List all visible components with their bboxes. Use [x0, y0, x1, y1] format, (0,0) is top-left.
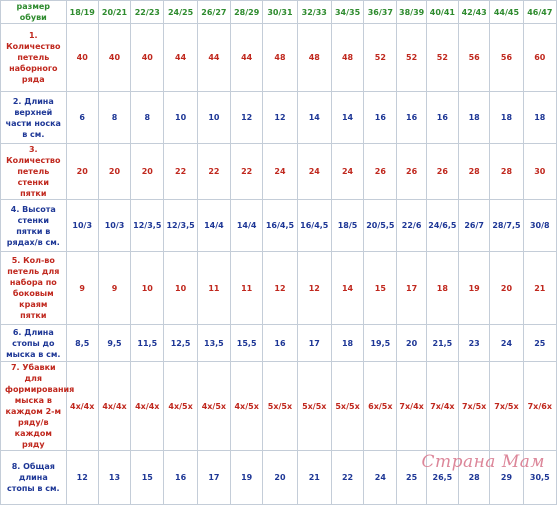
size-header-cell: 42/43: [459, 1, 490, 24]
value-cell: 14: [331, 252, 363, 325]
value-cell: 22: [197, 144, 230, 200]
value-cell: 22/6: [397, 200, 426, 252]
row-label: 6. Длина стопы до мыска в см.: [1, 325, 67, 362]
size-header-cell: 22/23: [131, 1, 164, 24]
row-label: 4. Высота стенки пятки в рядах/в см.: [1, 200, 67, 252]
value-cell: 4х/5х: [197, 362, 230, 451]
table-body: [1, 1, 557, 505]
row-label: 8. Общая длина стопы в см.: [1, 451, 67, 505]
value-cell: 48: [331, 24, 363, 92]
table-row: [1, 325, 557, 362]
header-row: [1, 1, 557, 24]
value-cell: 40: [66, 24, 98, 92]
value-cell: 44: [164, 24, 197, 92]
value-cell: 24: [263, 144, 297, 200]
value-cell: 40: [131, 24, 164, 92]
value-cell: 10/3: [98, 200, 130, 252]
value-cell: 21: [523, 252, 556, 325]
value-cell: 5х/5х: [263, 362, 297, 451]
value-cell: 26: [364, 144, 397, 200]
value-cell: 16/4,5: [297, 200, 331, 252]
row-label: 3. Количество петель стенки пятки: [1, 144, 67, 200]
table-row: [1, 252, 557, 325]
row-label: 1. Количество петель наборного ряда: [1, 24, 67, 92]
value-cell: 8,5: [66, 325, 98, 362]
value-cell: 52: [426, 24, 458, 92]
value-cell: 10/3: [66, 200, 98, 252]
value-cell: 44: [231, 24, 263, 92]
value-cell: 12: [263, 92, 297, 144]
value-cell: 20: [66, 144, 98, 200]
value-cell: 21,5: [426, 325, 458, 362]
value-cell: 18: [490, 92, 523, 144]
value-cell: 48: [263, 24, 297, 92]
value-cell: 7х/5х: [490, 362, 523, 451]
value-cell: 56: [459, 24, 490, 92]
value-cell: 4х/4х: [131, 362, 164, 451]
value-cell: 6х/5х: [364, 362, 397, 451]
value-cell: 10: [164, 252, 197, 325]
value-cell: 19: [231, 451, 263, 505]
value-cell: 19: [459, 252, 490, 325]
value-cell: 18: [459, 92, 490, 144]
value-cell: 4х/5х: [231, 362, 263, 451]
table-row: [1, 92, 557, 144]
table-row: [1, 24, 557, 92]
value-cell: 5х/5х: [297, 362, 331, 451]
value-cell: 26: [397, 144, 426, 200]
size-header-cell: 26/27: [197, 1, 230, 24]
value-cell: 12: [66, 451, 98, 505]
value-cell: 30: [523, 144, 556, 200]
table-row: [1, 144, 557, 200]
value-cell: 28: [459, 144, 490, 200]
value-cell: 12: [297, 252, 331, 325]
value-cell: 60: [523, 24, 556, 92]
value-cell: 14: [297, 92, 331, 144]
value-cell: 16/4,5: [263, 200, 297, 252]
value-cell: 9: [98, 252, 130, 325]
value-cell: 18: [331, 325, 363, 362]
value-cell: 26/7: [459, 200, 490, 252]
value-cell: 28: [459, 451, 490, 505]
value-cell: 18: [523, 92, 556, 144]
value-cell: 25: [397, 451, 426, 505]
value-cell: 4х/5х: [164, 362, 197, 451]
row-label: 7. Убавки для формирования мыска в каждом 2-м ряду/в каждом ряду: [1, 362, 67, 451]
value-cell: 12: [231, 92, 263, 144]
value-cell: 7х/5х: [459, 362, 490, 451]
value-cell: 13,5: [197, 325, 230, 362]
value-cell: 8: [131, 92, 164, 144]
value-cell: 10: [197, 92, 230, 144]
value-cell: 17: [297, 325, 331, 362]
size-header-cell: 28/29: [231, 1, 263, 24]
value-cell: 24: [331, 144, 363, 200]
value-cell: 14: [331, 92, 363, 144]
value-cell: 40: [98, 24, 130, 92]
size-header-cell: 40/41: [426, 1, 458, 24]
size-header-cell: 34/35: [331, 1, 363, 24]
value-cell: 23: [459, 325, 490, 362]
value-cell: 9: [66, 252, 98, 325]
value-cell: 44: [197, 24, 230, 92]
value-cell: 16: [397, 92, 426, 144]
value-cell: 12,5: [164, 325, 197, 362]
value-cell: 6: [66, 92, 98, 144]
value-cell: 22: [164, 144, 197, 200]
value-cell: 13: [98, 451, 130, 505]
value-cell: 10: [131, 252, 164, 325]
value-cell: 48: [297, 24, 331, 92]
value-cell: 4х/4х: [98, 362, 130, 451]
size-header-cell: 46/47: [523, 1, 556, 24]
value-cell: 8: [98, 92, 130, 144]
value-cell: 22: [331, 451, 363, 505]
size-header-cell: 32/33: [297, 1, 331, 24]
value-cell: 52: [364, 24, 397, 92]
value-cell: 24: [364, 451, 397, 505]
value-cell: 11: [231, 252, 263, 325]
value-cell: 12/3,5: [131, 200, 164, 252]
value-cell: 14/4: [197, 200, 230, 252]
value-cell: 26: [426, 144, 458, 200]
value-cell: 9,5: [98, 325, 130, 362]
value-cell: 20: [98, 144, 130, 200]
value-cell: 10: [164, 92, 197, 144]
value-cell: 24/6,5: [426, 200, 458, 252]
value-cell: 52: [397, 24, 426, 92]
value-cell: 14/4: [231, 200, 263, 252]
value-cell: 28/7,5: [490, 200, 523, 252]
size-header-cell: 30/31: [263, 1, 297, 24]
value-cell: 12/3,5: [164, 200, 197, 252]
value-cell: 26,5: [426, 451, 458, 505]
value-cell: 7х/4х: [397, 362, 426, 451]
value-cell: 12: [263, 252, 297, 325]
value-cell: 20: [397, 325, 426, 362]
value-cell: 15: [131, 451, 164, 505]
value-cell: 17: [197, 451, 230, 505]
value-cell: 28: [490, 144, 523, 200]
value-cell: 11,5: [131, 325, 164, 362]
value-cell: 4х/4х: [66, 362, 98, 451]
value-cell: 16: [164, 451, 197, 505]
value-cell: 30,5: [523, 451, 556, 505]
value-cell: 30/8: [523, 200, 556, 252]
size-header-cell: 24/25: [164, 1, 197, 24]
value-cell: 20: [131, 144, 164, 200]
value-cell: 24: [297, 144, 331, 200]
value-cell: 29: [490, 451, 523, 505]
value-cell: 15,5: [231, 325, 263, 362]
value-cell: 21: [297, 451, 331, 505]
size-header-cell: 44/45: [490, 1, 523, 24]
value-cell: 18/5: [331, 200, 363, 252]
value-cell: 20: [263, 451, 297, 505]
value-cell: 17: [397, 252, 426, 325]
value-cell: 5х/5х: [331, 362, 363, 451]
table-row: [1, 200, 557, 252]
table-row: [1, 362, 557, 451]
value-cell: 20/5,5: [364, 200, 397, 252]
value-cell: 19,5: [364, 325, 397, 362]
value-cell: 7х/4х: [426, 362, 458, 451]
value-cell: 18: [426, 252, 458, 325]
size-header-cell: 18/19: [66, 1, 98, 24]
value-cell: 11: [197, 252, 230, 325]
watermark: Страна Мам: [421, 452, 545, 472]
size-header-cell: 36/37: [364, 1, 397, 24]
value-cell: 15: [364, 252, 397, 325]
size-header-cell: 38/39: [397, 1, 426, 24]
value-cell: 25: [523, 325, 556, 362]
value-cell: 20: [490, 252, 523, 325]
value-cell: 16: [364, 92, 397, 144]
value-cell: 22: [231, 144, 263, 200]
size-header-cell: 20/21: [98, 1, 130, 24]
header-label: размер обуви: [1, 1, 67, 24]
row-label: 5. Кол-во петель для набора по боковым краям пятки: [1, 252, 67, 325]
value-cell: 16: [263, 325, 297, 362]
value-cell: 16: [426, 92, 458, 144]
row-label: 2. Длина верхней части носка в см.: [1, 92, 67, 144]
value-cell: 56: [490, 24, 523, 92]
value-cell: 24: [490, 325, 523, 362]
value-cell: 7х/6х: [523, 362, 556, 451]
